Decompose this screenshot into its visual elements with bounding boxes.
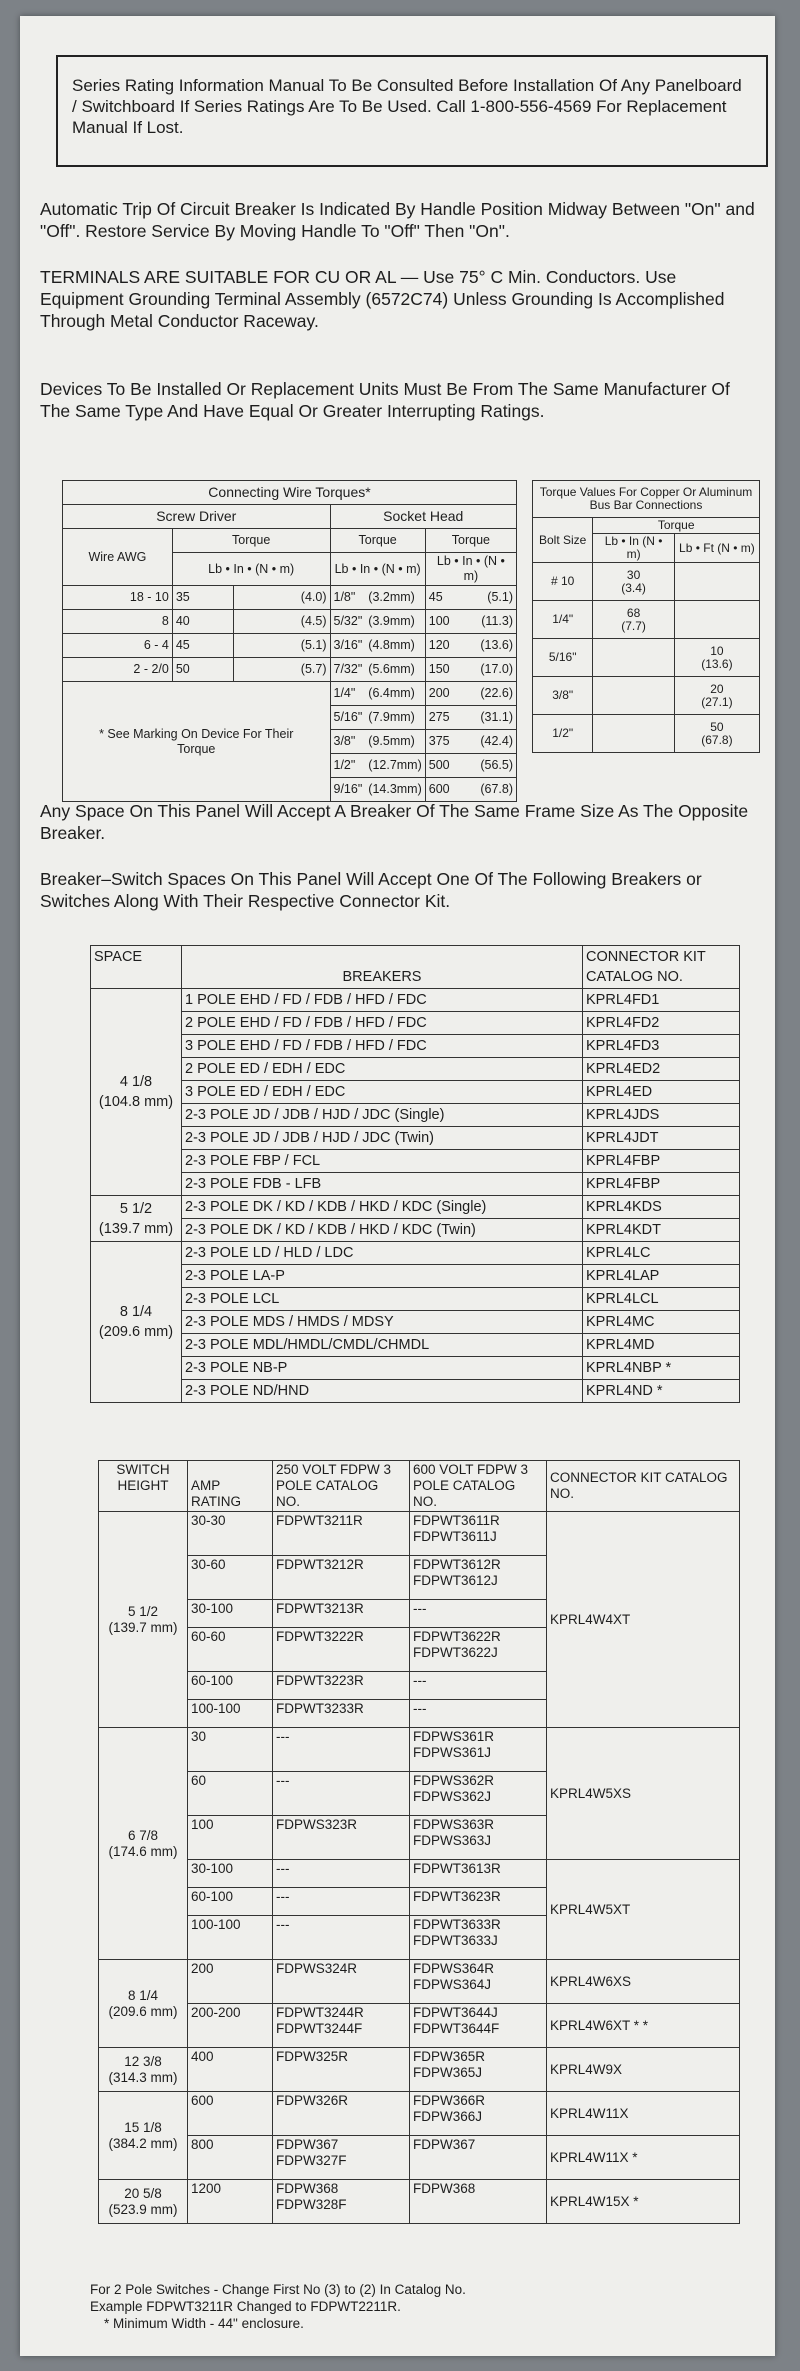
breaker-row (91, 1357, 740, 1380)
bolt-size: 1/4" (533, 601, 593, 639)
switch-connector-kit: KPRL4W9X (547, 2048, 740, 2092)
volt-600-catalog: FDPW367 (410, 2136, 547, 2180)
volt-250-catalog: FDPWT3211R (273, 1512, 410, 1556)
breaker-row (91, 1334, 740, 1357)
socket-units-header-1: Lb • In • (N • m) (330, 553, 425, 586)
amp-rating: 200-200 (188, 2004, 273, 2048)
socket-size: 7/32" (330, 658, 365, 682)
bolt-size: 3/8" (533, 677, 593, 715)
volt-600-catalog: FDPW365R FDPW365J (410, 2048, 547, 2092)
socket-torque-lbin: 120 (425, 634, 463, 658)
bolt-lbin-value: 30 (626, 567, 641, 582)
bus-bar-torque-rows (533, 563, 760, 753)
switch-table (98, 1460, 740, 2224)
switch-row (99, 2048, 740, 2092)
socket-size-mm: (6.4mm) (365, 682, 425, 706)
amp-rating: 800 (188, 2136, 273, 2180)
socket-head-header: Socket Head (330, 505, 517, 529)
breaker-type: 2-3 POLE ND/HND (182, 1380, 583, 1403)
switch-height-mm: (384.2 mm) (108, 2135, 178, 2151)
bolt-lbin-nm: (7.7) (621, 618, 646, 633)
bolt-torque-header: Torque (593, 518, 760, 534)
socket-torque-lbin: 275 (425, 706, 463, 730)
switch-connector-kit: KPRL4W4XT (547, 1512, 740, 1728)
breaker-row (91, 1150, 740, 1173)
switch-height-inches: 15 1/8 (124, 2119, 162, 2135)
screw-torque-nm: (4.0) (234, 586, 330, 610)
footnote-1: For 2 Pole Switches - Change First No (3) to (2) In Catalog No. (90, 2282, 466, 2297)
wire-torque-title: Connecting Wire Torques* (63, 481, 517, 505)
switch-row (99, 1512, 740, 1556)
breaker-connector-kit: KPRL4JDT (583, 1127, 740, 1150)
volt-600-catalog: FDPWS364R FDPWS364J (410, 1960, 547, 2004)
socket-torque-nm: (5.1) (463, 586, 517, 610)
socket-torque-header-2: Torque (425, 529, 516, 553)
bolt-size: # 10 (533, 563, 593, 601)
breaker-type: 2 POLE EHD / FD / FDB / HFD / FDC (182, 1012, 583, 1035)
breaker-type: 2-3 POLE MDS / HMDS / MDSY (182, 1311, 583, 1334)
breakers-table (90, 945, 740, 1403)
volt-600-catalog: FDPWT3633R FDPWT3633J (410, 1916, 547, 1960)
socket-size: 1/2" (330, 754, 365, 778)
wire-torque-row (63, 586, 517, 610)
wire-torque-row (63, 634, 517, 658)
breaker-row (91, 989, 740, 1012)
wire-torque-table (62, 480, 517, 802)
switch-height-mm: (523.9 mm) (108, 2201, 178, 2217)
switch-height-inches: 20 5/8 (124, 2185, 162, 2201)
breaker-connector-kit: KPRL4LCL (583, 1288, 740, 1311)
volt-250-catalog: FDPWT3213R (273, 1600, 410, 1628)
breaker-connector-kit: KPRL4KDT (583, 1219, 740, 1242)
bolt-lbin-cell (593, 639, 674, 677)
volt-600-catalog: FDPWT3612R FDPWT3612J (410, 1556, 547, 1600)
space-mm: (209.6 mm) (98, 1324, 174, 1340)
breaker-type: 2-3 POLE JD / JDB / HJD / JDC (Single) (182, 1104, 583, 1127)
switch-height-mm: (209.6 mm) (108, 2003, 178, 2019)
breaker-row (91, 1265, 740, 1288)
breaker-row (91, 1380, 740, 1403)
socket-torque-lbin: 150 (425, 658, 463, 682)
socket-torque-nm: (17.0) (463, 658, 517, 682)
screw-torque-lbin: 45 (172, 634, 233, 658)
socket-size-mm: (3.9mm) (365, 610, 425, 634)
bolt-lbft-cell (674, 715, 759, 753)
bolt-lbin-nm: (3.4) (621, 580, 646, 595)
breaker-row (91, 1196, 740, 1219)
amp-rating: 30 (188, 1728, 273, 1772)
breaker-connector-kit: KPRL4ED2 (583, 1058, 740, 1081)
socket-size: 1/4" (330, 682, 365, 706)
amp-rating-header: AMP RATING (188, 1461, 273, 1512)
socket-size-mm: (14.3mm) (365, 778, 425, 802)
socket-size: 3/16" (330, 634, 365, 658)
amp-rating: 600 (188, 2092, 273, 2136)
breaker-connector-kit: KPRL4LAP (583, 1265, 740, 1288)
switch-height (99, 2180, 188, 2224)
bolt-size: 1/2" (533, 715, 593, 753)
bolt-lbft-header: Lb • Ft (N • m) (674, 534, 759, 563)
amp-rating: 200 (188, 1960, 273, 2004)
space-size (91, 1196, 182, 1242)
volt-600-catalog: FDPWT3644J FDPWT3644F (410, 2004, 547, 2048)
bolt-size-header: Bolt Size (533, 518, 593, 563)
socket-size: 1/8" (330, 586, 365, 610)
socket-torque-nm: (31.1) (463, 706, 517, 730)
see-marking-note: * See Marking On Device For Their Torque (63, 682, 331, 802)
wire-torque-row (63, 610, 517, 634)
switch-height (99, 1960, 188, 2048)
breakers-header: BREAKERS (182, 946, 583, 989)
amp-rating: 400 (188, 2048, 273, 2092)
socket-units-header-2: Lb • In • (N • m) (425, 553, 516, 586)
amp-rating: 30-60 (188, 1556, 273, 1600)
breaker-connector-kit: KPRL4NBP * (583, 1357, 740, 1380)
socket-torque-header-1: Torque (330, 529, 425, 553)
series-rating-notice (56, 55, 768, 167)
breaker-connector-kit: KPRL4FD3 (583, 1035, 740, 1058)
switch-connector-kit: KPRL4W11X * (547, 2136, 740, 2180)
breaker-connector-kit: KPRL4JDS (583, 1104, 740, 1127)
volt-250-catalog: FDPWT3244R FDPWT3244F (273, 2004, 410, 2048)
bolt-lbft-value: 20 (710, 681, 724, 696)
breaker-type: 2-3 POLE LA-P (182, 1265, 583, 1288)
socket-torque-lbin: 600 (425, 778, 463, 802)
breaker-row (91, 1104, 740, 1127)
breaker-switch-spaces-text: Breaker–Switch Spaces On This Panel Will Accept One Of The Following Breakers or Switches Along With Their Respective Connector Kit. (40, 869, 702, 911)
volt-250-catalog: --- (273, 1728, 410, 1772)
volt-600-catalog: --- (410, 1700, 547, 1728)
breaker-row (91, 1012, 740, 1035)
amp-rating: 30-30 (188, 1512, 273, 1556)
socket-torque-lbin: 200 (425, 682, 463, 706)
socket-size-mm: (5.6mm) (365, 658, 425, 682)
volt-600-catalog: --- (410, 1600, 547, 1628)
amp-rating: 60-100 (188, 1888, 273, 1916)
breakers-rows (91, 989, 740, 1403)
socket-size: 5/32" (330, 610, 365, 634)
bolt-row (533, 601, 760, 639)
switch-row (99, 2092, 740, 2136)
volt-250-catalog: FDPW325R (273, 2048, 410, 2092)
volt-600-catalog: FDPWS362R FDPWS362J (410, 1772, 547, 1816)
wire-awg: 18 - 10 (63, 586, 173, 610)
volt-250-catalog: FDPWT3222R (273, 1628, 410, 1672)
switch-connector-kit: KPRL4W6XT * * (547, 2004, 740, 2048)
volt-250-catalog: FDPW326R (273, 2092, 410, 2136)
amp-rating: 30-100 (188, 1860, 273, 1888)
bolt-row (533, 563, 760, 601)
breaker-type: 1 POLE EHD / FD / FDB / HFD / FDC (182, 989, 583, 1012)
socket-torque-lbin: 375 (425, 730, 463, 754)
socket-size-mm: (3.2mm) (365, 586, 425, 610)
breaker-connector-kit: KPRL4ND * (583, 1380, 740, 1403)
switch-height-inches: 8 1/4 (127, 1987, 159, 2003)
bolt-lbft-nm: (27.1) (701, 694, 733, 709)
breaker-type: 2-3 POLE DK / KD / KDB / HKD / KDC (Single) (182, 1196, 583, 1219)
wire-awg: 8 (63, 610, 173, 634)
bolt-lbft-nm: (67.8) (701, 732, 733, 747)
socket-torque-nm: (22.6) (463, 682, 517, 706)
breaker-connector-kit: KPRL4ED (583, 1081, 740, 1104)
screw-torque-nm: (4.5) (234, 610, 330, 634)
bolt-size: 5/16" (533, 639, 593, 677)
space-size (91, 1242, 182, 1403)
socket-size-mm: (9.5mm) (365, 730, 425, 754)
switch-row (99, 1860, 740, 1888)
volt-600-catalog: FDPWT3622R FDPWT3622J (410, 1628, 547, 1672)
socket-size-mm: (12.7mm) (365, 754, 425, 778)
amp-rating: 60-100 (188, 1672, 273, 1700)
breaker-type: 2-3 POLE LD / HLD / LDC (182, 1242, 583, 1265)
volt-250-catalog: FDPWT3223R (273, 1672, 410, 1700)
switch-row (99, 1960, 740, 2004)
switch-connector-kit: KPRL4W5XT (547, 1860, 740, 1960)
screw-torque-nm: (5.1) (234, 634, 330, 658)
switch-height (99, 1728, 188, 1960)
screw-torque-lbin: 40 (172, 610, 233, 634)
breaker-row (91, 1219, 740, 1242)
bolt-lbft-value: 50 (710, 719, 724, 734)
wire-torque-row (63, 682, 517, 706)
volt-250-catalog: --- (273, 1916, 410, 1960)
breaker-type: 2-3 POLE FDB - LFB (182, 1173, 583, 1196)
breaker-type: 2-3 POLE NB-P (182, 1357, 583, 1380)
bolt-lbin-cell (593, 677, 674, 715)
screw-torque-nm: (5.7) (234, 658, 330, 682)
volt-600-catalog: FDPWT3611R FDPWT3611J (410, 1512, 547, 1556)
breaker-row (91, 1127, 740, 1150)
screw-torque-lbin: 35 (172, 586, 233, 610)
bolt-lbin-value: 68 (626, 605, 641, 620)
volt-600-catalog: --- (410, 1672, 547, 1700)
space-inches: 4 1/8 (119, 1074, 153, 1090)
socket-torque-nm: (42.4) (463, 730, 517, 754)
volt-600-header: 600 VOLT FDPW 3 POLE CATALOG NO. (410, 1461, 547, 1512)
switch-height-inches: 5 1/2 (127, 1603, 159, 1619)
socket-torque-nm: (13.6) (463, 634, 517, 658)
breaker-row (91, 1311, 740, 1334)
breaker-connector-kit: KPRL4FD2 (583, 1012, 740, 1035)
amp-rating: 60 (188, 1772, 273, 1816)
volt-250-catalog: FDPW368 FDPW328F (273, 2180, 410, 2224)
screw-torque-header: Torque (172, 529, 330, 553)
switch-height-mm: (139.7 mm) (108, 1619, 178, 1635)
volt-600-catalog: FDPWT3613R (410, 1860, 547, 1888)
space-mm: (104.8 mm) (98, 1094, 174, 1110)
switch-connector-kit-header: CONNECTOR KIT CATALOG NO. (547, 1461, 740, 1512)
breaker-type: 2 POLE ED / EDH / EDC (182, 1058, 583, 1081)
volt-250-catalog: FDPW367 FDPW327F (273, 2136, 410, 2180)
socket-torque-nm: (56.5) (463, 754, 517, 778)
breaker-row (91, 1173, 740, 1196)
breaker-connector-kit: KPRL4LC (583, 1242, 740, 1265)
wire-awg: 2 - 2/0 (63, 658, 173, 682)
notice-text: Series Rating Information Manual To Be Consulted Before Installation Of Any Panelboard / Switchboard If Series Ratings Are To Be Used. Call 1-800-556-4569 For Replacement Manual If Lost. (72, 76, 742, 137)
switch-height (99, 2092, 188, 2180)
amp-rating: 100 (188, 1816, 273, 1860)
amp-rating: 60-60 (188, 1628, 273, 1672)
breaker-type: 3 POLE EHD / FD / FDB / HFD / FDC (182, 1035, 583, 1058)
volt-250-catalog: FDPWT3212R (273, 1556, 410, 1600)
switch-height-inches: 12 3/8 (124, 2053, 162, 2069)
socket-size: 9/16" (330, 778, 365, 802)
breaker-connector-kit: KPRL4MC (583, 1311, 740, 1334)
amp-rating: 100-100 (188, 1700, 273, 1728)
breaker-connector-kit: KPRL4FBP (583, 1173, 740, 1196)
breaker-row (91, 1288, 740, 1311)
breaker-type: 3 POLE ED / EDH / EDC (182, 1081, 583, 1104)
volt-250-catalog: --- (273, 1772, 410, 1816)
bolt-lbft-cell (674, 601, 759, 639)
wire-awg-header: Wire AWG (63, 529, 173, 586)
switch-row (99, 2136, 740, 2180)
volt-250-catalog: --- (273, 1888, 410, 1916)
switch-height (99, 1512, 188, 1728)
screw-driver-header: Screw Driver (63, 505, 331, 529)
switch-connector-kit: KPRL4W6XS (547, 1960, 740, 2004)
socket-size: 3/8" (330, 730, 365, 754)
bolt-lbft-cell (674, 639, 759, 677)
switch-height-header: SWITCH HEIGHT (99, 1461, 188, 1512)
bolt-row (533, 715, 760, 753)
breaker-type: 2-3 POLE MDL/HMDL/CMDL/CHMDL (182, 1334, 583, 1357)
amp-rating: 30-100 (188, 1600, 273, 1628)
bolt-lbft-cell (674, 563, 759, 601)
connector-kit-header: CONNECTOR KIT CATALOG NO. (583, 946, 740, 989)
socket-size-mm: (4.8mm) (365, 634, 425, 658)
breaker-row (91, 1242, 740, 1265)
wire-torque-rows (63, 586, 517, 802)
breaker-type: 2-3 POLE DK / KD / KDB / HKD / KDC (Twin) (182, 1219, 583, 1242)
wire-torque-row (63, 658, 517, 682)
bolt-lbft-nm: (13.6) (701, 656, 733, 671)
switch-height-inches: 6 7/8 (127, 1827, 159, 1843)
switch-row (99, 1728, 740, 1772)
socket-torque-lbin: 100 (425, 610, 463, 634)
socket-torque-nm: (67.8) (463, 778, 517, 802)
bolt-lbft-value: 10 (710, 643, 724, 658)
volt-250-catalog: FDPWS323R (273, 1816, 410, 1860)
space-header: SPACE (91, 946, 182, 989)
bus-bar-torque-table (532, 480, 760, 753)
amp-rating: 100-100 (188, 1916, 273, 1960)
breaker-connector-kit: KPRL4FBP (583, 1150, 740, 1173)
volt-600-catalog: FDPW366R FDPW366J (410, 2092, 547, 2136)
space-size (91, 989, 182, 1196)
amp-rating: 1200 (188, 2180, 273, 2224)
socket-torque-nm: (11.3) (463, 610, 517, 634)
bolt-lbin-header: Lb • In (N • m) (593, 534, 674, 563)
volt-600-catalog: FDPWT3623R (410, 1888, 547, 1916)
breaker-connector-kit: KPRL4FD1 (583, 989, 740, 1012)
volt-250-header: 250 VOLT FDPW 3 POLE CATALOG NO. (273, 1461, 410, 1512)
volt-250-catalog: --- (273, 1860, 410, 1888)
switch-height-mm: (314.3 mm) (108, 2069, 178, 2085)
volt-600-catalog: FDPW368 (410, 2180, 547, 2224)
switch-height-mm: (174.6 mm) (108, 1843, 178, 1859)
socket-size-mm: (7.9mm) (365, 706, 425, 730)
bolt-lbin-cell (593, 715, 674, 753)
switch-connector-kit: KPRL4W5XS (547, 1728, 740, 1860)
breaker-type: 2-3 POLE LCL (182, 1288, 583, 1311)
bolt-lbft-cell (674, 677, 759, 715)
switch-row (99, 2004, 740, 2048)
switch-connector-kit: KPRL4W11X (547, 2092, 740, 2136)
footnote-2: Example FDPWT3211R Changed to FDPWT2211R. (90, 2299, 401, 2314)
switch-rows (99, 1512, 740, 2224)
bolt-lbin-cell (593, 601, 674, 639)
screw-units-header: Lb • In • (N • m) (172, 553, 330, 586)
terminals-text: TERMINALS ARE SUITABLE FOR CU OR AL — Use 75° C Min. Conductors. Use Equipment Grounding Terminal Assembly (6572C74) Unless Grounding Is Accomplished Through Metal Conductor Raceway. (40, 267, 725, 331)
bolt-lbin-cell (593, 563, 674, 601)
same-frame-size-text: Any Space On This Panel Will Accept A Breaker Of The Same Frame Size As The Opposite Breaker. (40, 801, 749, 843)
bolt-row (533, 639, 760, 677)
switch-row (99, 2180, 740, 2224)
volt-600-catalog: FDPWS363R FDPWS363J (410, 1816, 547, 1860)
switch-height (99, 2048, 188, 2092)
breaker-row (91, 1035, 740, 1058)
space-mm: (139.7 mm) (98, 1220, 174, 1237)
space-inches: 8 1/4 (119, 1304, 153, 1320)
switch-connector-kit: KPRL4W15X * (547, 2180, 740, 2224)
bolt-row (533, 677, 760, 715)
socket-size: 5/16" (330, 706, 365, 730)
breaker-type: 2-3 POLE FBP / FCL (182, 1150, 583, 1173)
footnote-3: * Minimum Width - 44" enclosure. (104, 2316, 304, 2331)
screw-torque-lbin: 50 (172, 658, 233, 682)
breaker-connector-kit: KPRL4MD (583, 1334, 740, 1357)
bus-bar-torque-title: Torque Values For Copper Or Aluminum Bus Bar Connections (533, 481, 760, 518)
volt-250-catalog: FDPWT3233R (273, 1700, 410, 1728)
socket-torque-lbin: 500 (425, 754, 463, 778)
space-inches: 5 1/2 (119, 1200, 153, 1217)
breaker-type: 2-3 POLE JD / JDB / HJD / JDC (Twin) (182, 1127, 583, 1150)
breaker-row (91, 1081, 740, 1104)
breaker-row (91, 1058, 740, 1081)
devices-text: Devices To Be Installed Or Replacement Units Must Be From The Same Manufacturer Of The Same Type And Have Equal Or Greater Interrupting Ratings. (40, 379, 730, 421)
volt-600-catalog: FDPWS361R FDPWS361J (410, 1728, 547, 1772)
breaker-connector-kit: KPRL4KDS (583, 1196, 740, 1219)
wire-awg: 6 - 4 (63, 634, 173, 658)
volt-250-catalog: FDPWS324R (273, 1960, 410, 2004)
socket-torque-lbin: 45 (425, 586, 463, 610)
trip-indication-text: Automatic Trip Of Circuit Breaker Is Indicated By Handle Position Midway Between "On" and "Off". Restore Service By Moving Handle To "Off" Then "On". (40, 199, 755, 241)
